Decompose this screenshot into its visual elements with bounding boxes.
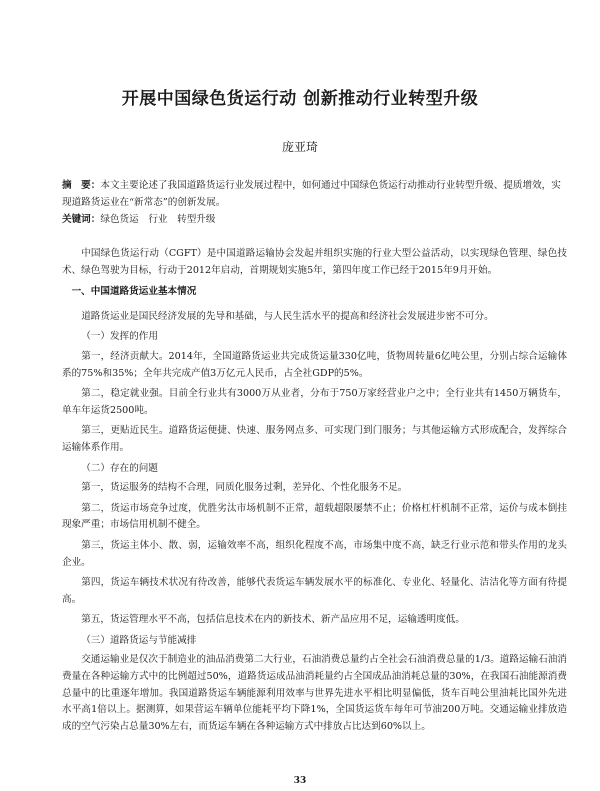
paragraph: 交通运输业是仅次于制造业的油品消费第二大行业，石油消费总量约占全社会石油消费总量的1/3。道路运输石油消费量在各种运输方式中的比例超过50%，道路货运成品油消耗量约占全国成品油消耗总量的30%，在我国石油能源消费总量中的比重逐年增加。我国道路货运车辆能源利用效率与世界先进水平相比明显偏低，货车百吨公里油耗比国外先进水平高1倍以上。据测算，如果营运车辆单位能耗平均下降1%，全国货运货车每年可节油200万吨。交通运输业排放造成的空气污染占总量30%左右，而货运车辆在各种运输方式中排放占比达到60%以上。: [62, 654, 567, 732]
abstract-label: 摘 要：: [62, 180, 101, 191]
paragraph: 第三，货运主体小、散、弱，运输效率不高，组织化程度不高，市场集中度不高，缺乏行业示范和带头作用的龙头企业。: [62, 539, 567, 568]
keywords: [62, 211, 567, 228]
abstract-block: [62, 177, 567, 228]
subsection-heading: （三）道路货运与节能减排: [81, 634, 197, 646]
intro-paragraph: 中国绿色货运行动（CGFT）是中国道路运输协会发起并组织实施的行业大型公益活动，以实现绿色管理、绿色技术、绿色驾驶为目标，行动于2012年启动，首期规划实施5年，第四年度工作已经于2015年9月开始。: [62, 248, 567, 276]
paragraph: 第二，稳定就业强。目前全行业共有3000万从业者，分布于750万家经营业户之中；全行业共有1450万辆货车，单车年运货2500吨。: [62, 388, 567, 416]
paragraph: 第三，更贴近民生。道路货运便捷、快速、服务网点多、可实现门到门服务；与其他运输方式形成配合，发挥综合运输体系作用。: [62, 425, 567, 453]
keywords-label: 关键词：: [62, 214, 101, 225]
abstract: [62, 177, 567, 211]
page-title: 开展中国绿色货运行动 创新推动行业转型升级: [121, 89, 479, 109]
article-body: [62, 246, 567, 739]
paragraph: 第二，货运市场竞争过度，优胜劣汰市场机制不正常，超载超限屡禁不止；价格杠杆机制不正常，运价与成本倒挂现象严重；市场信用机制不健全。: [62, 502, 567, 531]
author: 庞亚琦: [281, 140, 318, 154]
abstract-text: 本文主要论述了我国道路货运行业发展过程中，如何通过中国绿色货运行动推动行业转型升级、提质增效，实现道路货运业在“新常态”的创新发展。: [62, 180, 561, 208]
keywords-text: 绿色货运 行业 转型升级: [100, 214, 216, 225]
paragraph: 第五，货运管理水平不高，包括信息技术在内的新技术、新产品应用不足，运输透明度低。: [81, 614, 465, 626]
paragraph: 第四，货运车辆技术状况有待改善，能够代表货运车辆发展水平的标准化、专业化、轻量化、洁洁化等方面有待提高。: [62, 577, 567, 605]
paragraph: 第一，货运服务的结构不合理，同质化服务过剩，差异化、个性化服务不足。: [81, 482, 408, 494]
section-heading: 一、中国道路货运业基本情况: [71, 286, 197, 298]
page-number: 33: [293, 776, 307, 786]
section-lead: 道路货运业是国民经济发展的先导和基础，与人民生活水平的提高和经济社会发展进步密不可分。: [81, 310, 494, 322]
subsection-heading: （二）存在的问题: [81, 462, 158, 474]
subsection-heading: （一）发挥的作用: [81, 331, 158, 343]
paragraph: 第一，经济贡献大。2014年，全国道路货运业共完成货运量330亿吨，货物周转量6亿吨公里，分别占综合运输体系的75%和35%；全年共完成产值3万亿元人民币，占全社GDP的5%。: [62, 350, 567, 379]
